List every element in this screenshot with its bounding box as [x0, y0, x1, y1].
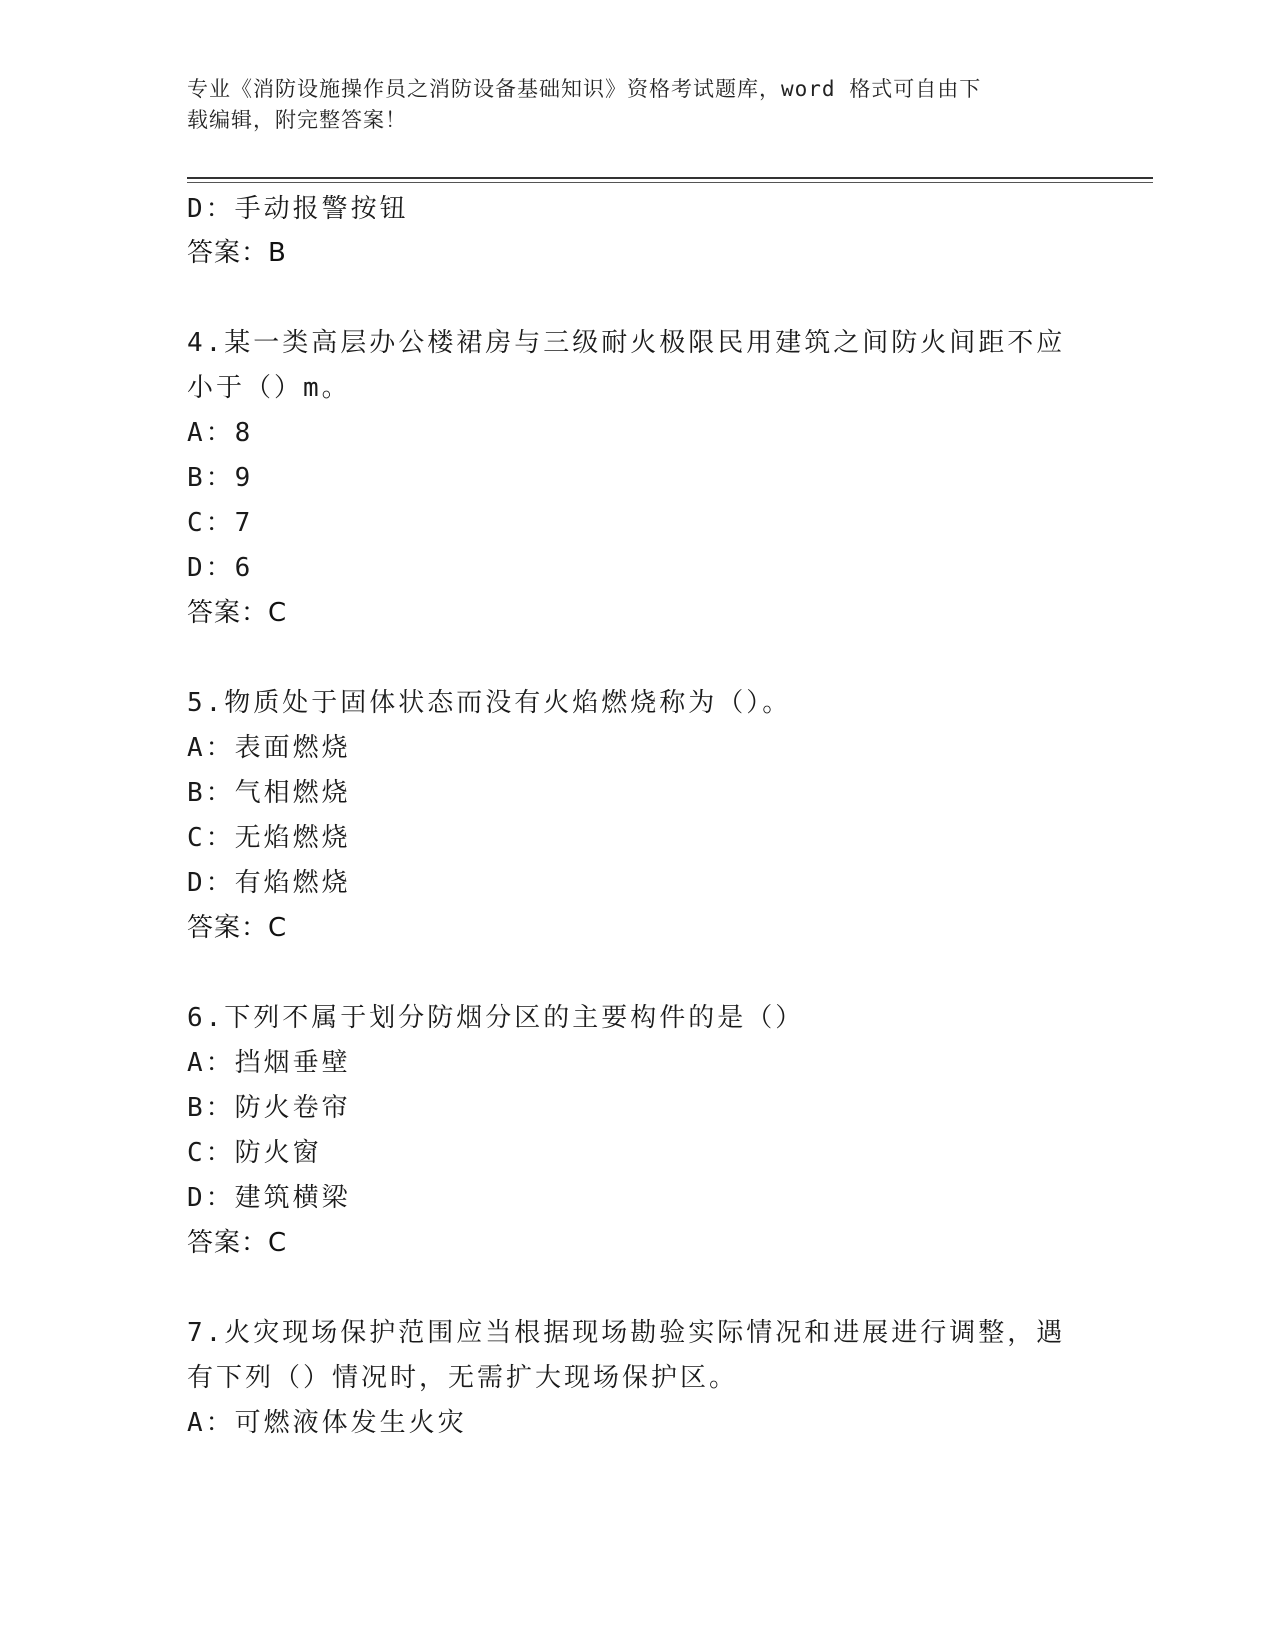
question-5-option-d: D：有焰燃烧: [187, 868, 351, 898]
question-5-answer: 答案：C: [187, 913, 288, 943]
question-5-option-a: A：表面燃烧: [187, 733, 351, 763]
question-5-option-b: B：气相燃烧: [187, 778, 351, 808]
question-7-text-line-2: 有下列（）情况时，无需扩大现场保护区。: [187, 1363, 739, 1393]
question-6-option-c: C：防火窗: [187, 1138, 322, 1168]
question-4-text-line-2: 小于（）m。: [187, 373, 351, 403]
header-line-1: 专业《消防设施操作员之消防设备基础知识》资格考试题库，word 格式可自由下: [187, 77, 982, 101]
question-7-option-a: A：可燃液体发生火灾: [187, 1408, 467, 1438]
document-header: [187, 74, 1067, 136]
header-line-2: 载编辑，附完整答案！: [187, 108, 407, 132]
question-6-option-d: D：建筑横梁: [187, 1183, 351, 1213]
question-6-answer: 答案：C: [187, 1228, 288, 1258]
question-4-option-d: D：6: [187, 553, 254, 583]
header-divider-thin: [187, 182, 1153, 183]
question-6-option-b: B：防火卷帘: [187, 1093, 351, 1123]
prev-question-option-d: D：手动报警按钮: [187, 194, 409, 224]
question-5-option-c: C：无焰燃烧: [187, 823, 351, 853]
question-6-text: 6.下列不属于划分防烟分区的主要构件的是（）: [187, 1003, 805, 1033]
question-4-option-c: C：7: [187, 508, 254, 538]
question-6-option-a: A：挡烟垂壁: [187, 1048, 351, 1078]
header-divider-thick: [187, 177, 1153, 179]
question-4-option-a: A：8: [187, 418, 254, 448]
question-4-text-line-1: 4.某一类高层办公楼裙房与三级耐火极限民用建筑之间防火间距不应: [187, 328, 1066, 358]
question-4-option-b: B：9: [187, 463, 254, 493]
question-5-text: 5.物质处于固体状态而没有火焰燃烧称为（）。: [187, 688, 792, 718]
question-7-text-line-1: 7.火灾现场保护范围应当根据现场勘验实际情况和进展进行调整，遇: [187, 1318, 1066, 1348]
question-4-answer: 答案：C: [187, 598, 288, 628]
prev-question-answer: 答案：B: [187, 238, 287, 268]
